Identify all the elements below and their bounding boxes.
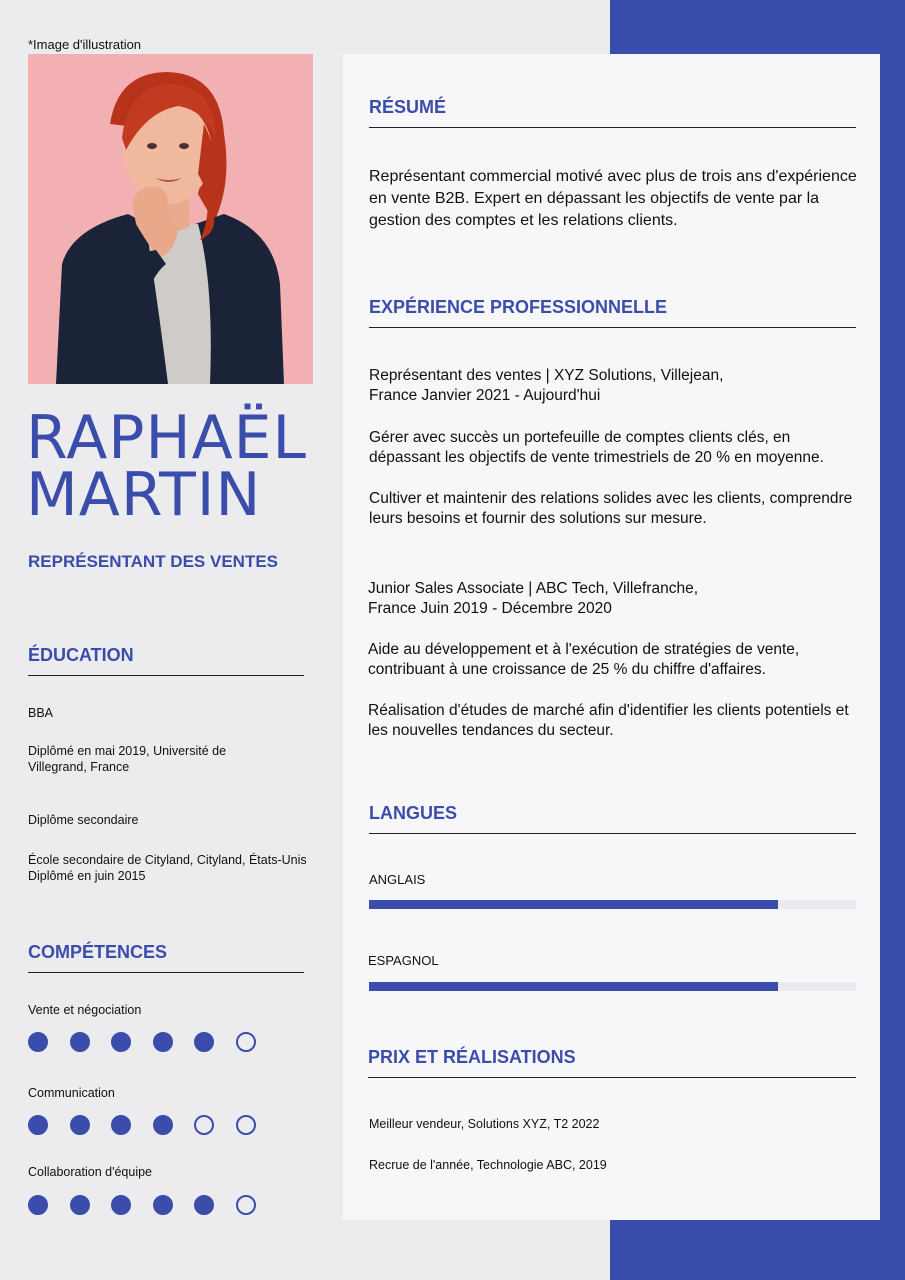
job-bullet: Cultiver et maintenir des relations solides avec les clients, comprendre leurs besoins et fournir des solutions sur mesure.: [369, 490, 853, 527]
experience-heading: EXPÉRIENCE PROFESSIONNELLE: [369, 297, 856, 328]
job-title-text: France Janvier 2021 - Aujourd'hui: [369, 387, 601, 404]
summary-text: Représentant commercial motivé avec plus de trois ans d'expérience en vente B2B. Expert en dépassant les objectifs de vente par la gestion des comptes et les relations clients.: [369, 168, 857, 229]
language-level-bar: [369, 900, 856, 909]
education-details: Diplômé en mai 2019, Université de Villegrand, France: [28, 744, 227, 774]
skill-rating: [28, 1032, 256, 1052]
job-bullet: Aide au développement et à l'exécution de stratégies de vente, contribuant à une croissance de 25 % du chiffre d'affaires.: [368, 641, 800, 678]
education-details: [28, 852, 318, 884]
rating-dot-filled: [153, 1115, 173, 1135]
language-level-fill: [369, 900, 778, 909]
job-title-line: [368, 579, 858, 619]
skill-name: Vente et négociation: [28, 1003, 142, 1017]
award-item: Recrue de l'année, Technologie ABC, 2019: [369, 1158, 607, 1172]
profile-photo: [28, 54, 313, 384]
rating-dot-filled: [28, 1115, 48, 1135]
skill-rating: [28, 1195, 256, 1215]
education-heading: ÉDUCATION: [28, 645, 304, 676]
awards-heading: PRIX ET RÉALISATIONS: [368, 1047, 856, 1078]
education-degree: BBA: [28, 706, 54, 720]
award-item: Meilleur vendeur, Solutions XYZ, T2 2022: [369, 1117, 600, 1131]
language-level-bar: [369, 982, 856, 991]
rating-dot-empty: [194, 1115, 214, 1135]
rating-dot-filled: [153, 1195, 173, 1215]
person-illustration: [28, 54, 313, 384]
education-details-line: Diplômé en juin 2015: [28, 869, 146, 883]
skills-heading: COMPÉTENCES: [28, 942, 304, 973]
rating-dot-filled: [111, 1115, 131, 1135]
content-panel: [343, 54, 880, 1220]
job-title-text: Représentant des ventes | XYZ Solutions, Villejean,: [369, 367, 724, 384]
job-title-line: [369, 366, 859, 406]
rating-dot-filled: [194, 1032, 214, 1052]
rating-dot-filled: [111, 1195, 131, 1215]
language-level-fill: [369, 982, 778, 991]
photo-caption: *Image d'illustration: [28, 37, 142, 52]
rating-dot-empty: [236, 1032, 256, 1052]
education-details-line: École secondaire de Cityland, Cityland, États-Unis: [28, 853, 307, 867]
skill-name: Collaboration d'équipe: [28, 1165, 153, 1179]
rating-dot-filled: [70, 1032, 90, 1052]
languages-heading: LANGUES: [369, 803, 856, 834]
skill-rating: [28, 1115, 256, 1135]
rating-dot-filled: [28, 1195, 48, 1215]
rating-dot-filled: [153, 1032, 173, 1052]
job-bullet: Réalisation d'études de marché afin d'identifier les clients potentiels et les nouvelles tendances du secteur.: [368, 702, 849, 739]
last-name: MARTIN: [26, 460, 262, 530]
rating-dot-filled: [70, 1115, 90, 1135]
rating-dot-filled: [111, 1032, 131, 1052]
language-name: ESPAGNOL: [368, 953, 439, 968]
job-title: REPRÉSENTANT DES VENTES: [28, 552, 279, 571]
first-name: RAPHAËL: [26, 403, 307, 473]
education-degree: Diplôme secondaire: [28, 813, 139, 827]
rating-dot-empty: [236, 1195, 256, 1215]
language-name: ANGLAIS: [369, 872, 426, 887]
rating-dot-filled: [70, 1195, 90, 1215]
skill-name: Communication: [28, 1086, 115, 1100]
job-title-text: France Juin 2019 - Décembre 2020: [368, 600, 612, 617]
rating-dot-filled: [28, 1032, 48, 1052]
rating-dot-empty: [236, 1115, 256, 1135]
summary-heading: RÉSUMÉ: [369, 97, 856, 128]
job-title-text: Junior Sales Associate | ABC Tech, Villefranche,: [368, 580, 698, 597]
job-bullet: Gérer avec succès un portefeuille de comptes clients clés, en dépassant les objectifs de vente trimestriels de 20 % en moyenne.: [369, 429, 824, 466]
candidate-name: [26, 403, 307, 530]
rating-dot-filled: [194, 1195, 214, 1215]
